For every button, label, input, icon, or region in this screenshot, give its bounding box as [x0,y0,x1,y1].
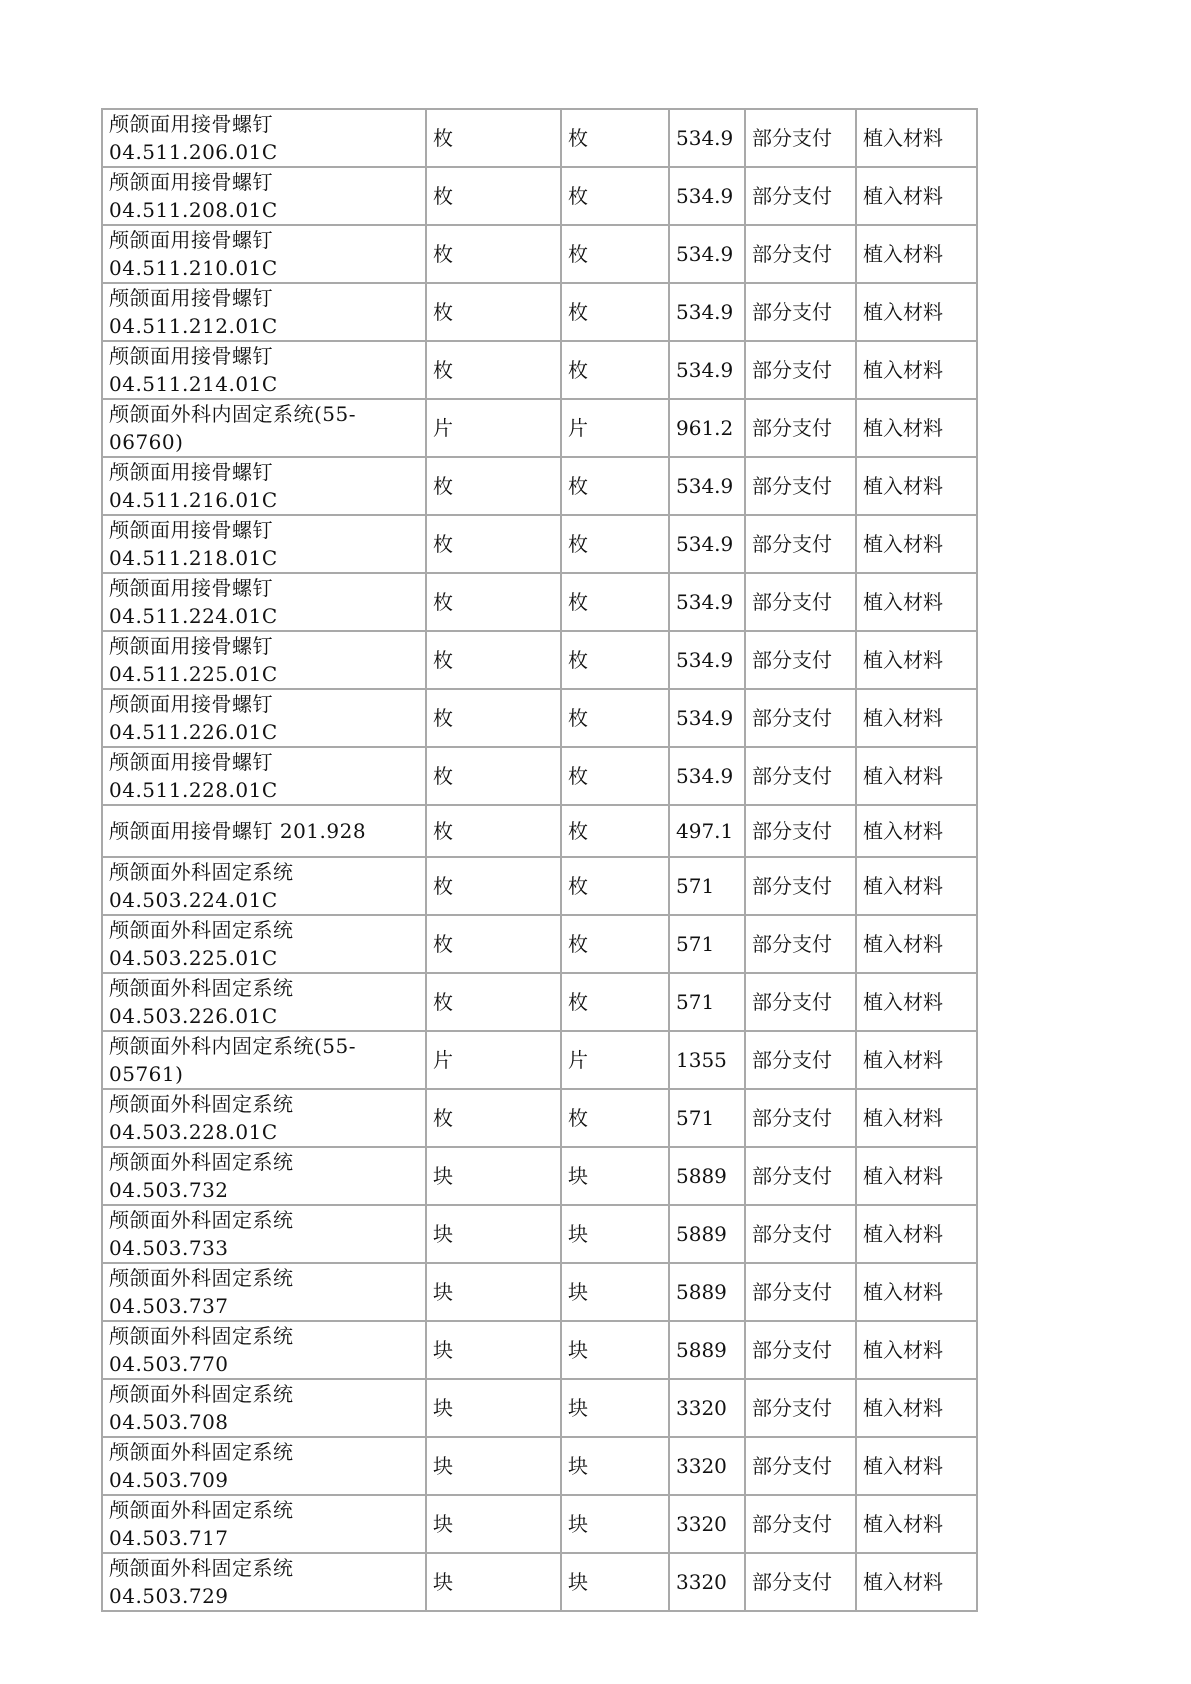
unit-cell: 枚 [426,515,561,573]
table-row [102,1147,977,1205]
table-row [102,1553,977,1611]
price-cell: 534.9 [669,515,745,573]
price-cell: 5889 [669,1147,745,1205]
category-cell: 植入材料 [856,1495,977,1553]
item-name-cell [102,747,426,805]
payment-type-cell: 部分支付 [745,515,856,573]
unit-cell-secondary: 块 [561,1379,669,1437]
item-code-line: 04.503.225.01C [109,946,278,970]
item-name-line: 颅颌面用接骨螺钉 [109,576,273,600]
unit-cell-secondary: 块 [561,1553,669,1611]
price-cell: 534.9 [669,283,745,341]
item-name-line: 颅颌面外科固定系统 [109,1092,294,1116]
item-name-line: 颅颌面外科固定系统 [109,1382,294,1406]
unit-cell-secondary: 块 [561,1263,669,1321]
payment-type-cell: 部分支付 [745,109,856,167]
table-row [102,573,977,631]
item-name-line: 颅颌面用接骨螺钉 [109,228,273,252]
item-name-cell [102,805,426,857]
category-cell: 植入材料 [856,515,977,573]
category-cell: 植入材料 [856,225,977,283]
item-name-cell [102,1321,426,1379]
table-row [102,747,977,805]
item-name-cell [102,1553,426,1611]
price-cell: 5889 [669,1205,745,1263]
item-name-line: 颅颌面用接骨螺钉 [109,518,273,542]
unit-cell: 枚 [426,573,561,631]
unit-cell-secondary: 块 [561,1321,669,1379]
unit-cell-secondary: 枚 [561,225,669,283]
price-cell: 534.9 [669,573,745,631]
table-row [102,631,977,689]
price-cell: 571 [669,915,745,973]
unit-cell: 块 [426,1553,561,1611]
price-cell: 571 [669,973,745,1031]
unit-cell: 枚 [426,283,561,341]
price-cell: 571 [669,1089,745,1147]
item-code-line: 04.503.717 [109,1526,229,1550]
category-cell: 植入材料 [856,573,977,631]
item-code-line: 04.511.226.01C [109,720,278,744]
category-cell: 植入材料 [856,1089,977,1147]
price-cell: 3320 [669,1379,745,1437]
payment-type-cell: 部分支付 [745,341,856,399]
item-code-line: 04.503.228.01C [109,1120,278,1144]
item-code-line: 04.503.732 [109,1178,229,1202]
table-row [102,399,977,457]
unit-cell-secondary: 枚 [561,973,669,1031]
payment-type-cell: 部分支付 [745,1147,856,1205]
category-cell: 植入材料 [856,1321,977,1379]
item-code-line: 04.511.228.01C [109,778,278,802]
item-name-line: 颅颌面外科固定系统 [109,1324,294,1348]
category-cell: 植入材料 [856,341,977,399]
item-code-line: 04.503.226.01C [109,1004,278,1028]
payment-type-cell: 部分支付 [745,1553,856,1611]
price-cell: 5889 [669,1321,745,1379]
unit-cell: 枚 [426,225,561,283]
category-cell: 植入材料 [856,457,977,515]
payment-type-cell: 部分支付 [745,805,856,857]
price-cell: 3320 [669,1437,745,1495]
table-row [102,1205,977,1263]
item-name-line: 颅颌面外科固定系统 [109,918,294,942]
item-name-cell [102,1495,426,1553]
item-name-line: 颅颌面用接骨螺钉 [109,692,273,716]
item-name-line: 颅颌面用接骨螺钉 [109,460,273,484]
item-name-line: 颅颌面外科内固定系统(55- [109,1034,357,1058]
category-cell: 植入材料 [856,747,977,805]
price-cell: 571 [669,857,745,915]
price-cell: 1355 [669,1031,745,1089]
table-row [102,805,977,857]
category-cell: 植入材料 [856,1147,977,1205]
unit-cell-secondary: 块 [561,1147,669,1205]
table-row [102,167,977,225]
item-name-cell [102,283,426,341]
category-cell: 植入材料 [856,857,977,915]
item-name-cell [102,1147,426,1205]
unit-cell-secondary: 块 [561,1205,669,1263]
unit-cell: 枚 [426,915,561,973]
category-cell: 植入材料 [856,689,977,747]
table-row [102,457,977,515]
price-cell: 961.2 [669,399,745,457]
item-name-cell [102,457,426,515]
item-name-cell [102,341,426,399]
item-name-line: 颅颌面用接骨螺钉 [109,750,273,774]
payment-type-cell: 部分支付 [745,1437,856,1495]
payment-type-cell: 部分支付 [745,167,856,225]
item-code-line: 05761) [109,1062,184,1086]
unit-cell-secondary: 枚 [561,341,669,399]
unit-cell-secondary: 枚 [561,631,669,689]
unit-cell-secondary: 枚 [561,283,669,341]
price-cell: 534.9 [669,747,745,805]
item-code-line: 04.511.225.01C [109,662,278,686]
unit-cell: 片 [426,399,561,457]
item-name-cell [102,1089,426,1147]
table-row [102,1263,977,1321]
unit-cell: 枚 [426,631,561,689]
category-cell: 植入材料 [856,1379,977,1437]
payment-type-cell: 部分支付 [745,1031,856,1089]
unit-cell-secondary: 枚 [561,857,669,915]
unit-cell-secondary: 枚 [561,167,669,225]
item-name-cell [102,573,426,631]
item-code-line: 04.511.218.01C [109,546,278,570]
item-name-line: 颅颌面用接骨螺钉 [109,170,273,194]
item-name-line: 颅颌面外科固定系统 [109,976,294,1000]
unit-cell: 枚 [426,973,561,1031]
price-cell: 3320 [669,1553,745,1611]
item-code-line: 04.511.214.01C [109,372,278,396]
item-code-line: 04.503.709 [109,1468,229,1492]
item-name-cell [102,225,426,283]
unit-cell: 块 [426,1147,561,1205]
payment-type-cell: 部分支付 [745,1263,856,1321]
payment-type-cell: 部分支付 [745,1205,856,1263]
category-cell: 植入材料 [856,167,977,225]
table-row [102,515,977,573]
unit-cell: 块 [426,1495,561,1553]
unit-cell: 块 [426,1437,561,1495]
unit-cell: 块 [426,1379,561,1437]
price-cell: 534.9 [669,457,745,515]
table-row [102,857,977,915]
category-cell: 植入材料 [856,283,977,341]
unit-cell-secondary: 枚 [561,689,669,747]
table-row [102,1089,977,1147]
item-name-line: 颅颌面外科固定系统 [109,1266,294,1290]
unit-cell-secondary: 枚 [561,747,669,805]
unit-cell: 枚 [426,167,561,225]
price-cell: 5889 [669,1263,745,1321]
item-code-line: 04.511.206.01C [109,140,278,164]
unit-cell: 枚 [426,341,561,399]
payment-type-cell: 部分支付 [745,973,856,1031]
unit-cell: 枚 [426,747,561,805]
table-row [102,1321,977,1379]
table-row [102,1495,977,1553]
item-name-line: 颅颌面用接骨螺钉 [109,112,273,136]
unit-cell: 枚 [426,1089,561,1147]
payment-type-cell: 部分支付 [745,689,856,747]
unit-cell-secondary: 枚 [561,457,669,515]
unit-cell: 枚 [426,109,561,167]
item-code-line: 04.503.708 [109,1410,229,1434]
unit-cell: 块 [426,1321,561,1379]
item-code-line: 04.511.216.01C [109,488,278,512]
category-cell: 植入材料 [856,973,977,1031]
item-name-cell [102,1379,426,1437]
item-name-line: 颅颌面外科固定系统 [109,1208,294,1232]
payment-type-cell: 部分支付 [745,573,856,631]
item-code-line: 06760) [109,430,184,454]
payment-type-cell: 部分支付 [745,631,856,689]
item-code-line: 04.511.212.01C [109,314,278,338]
item-name-line: 颅颌面外科固定系统 [109,1498,294,1522]
item-name-cell [102,973,426,1031]
item-code-line: 04.503.729 [109,1584,229,1608]
payment-type-cell: 部分支付 [745,915,856,973]
item-name-cell [102,109,426,167]
item-name-line: 颅颌面外科固定系统 [109,860,294,884]
item-name-cell [102,1437,426,1495]
payment-type-cell: 部分支付 [745,283,856,341]
unit-cell-secondary: 枚 [561,805,669,857]
category-cell: 植入材料 [856,631,977,689]
table-row [102,973,977,1031]
unit-cell-secondary: 枚 [561,1089,669,1147]
category-cell: 植入材料 [856,399,977,457]
payment-type-cell: 部分支付 [745,857,856,915]
unit-cell-secondary: 枚 [561,573,669,631]
item-name-line: 颅颌面用接骨螺钉 [109,344,273,368]
price-table [101,108,978,1612]
item-name-cell [102,857,426,915]
unit-cell: 片 [426,1031,561,1089]
unit-cell: 枚 [426,457,561,515]
table-row [102,689,977,747]
category-cell: 植入材料 [856,1553,977,1611]
price-cell: 534.9 [669,631,745,689]
price-cell: 534.9 [669,109,745,167]
item-name-line: 颅颌面用接骨螺钉 201.928 [109,819,367,843]
price-cell: 534.9 [669,341,745,399]
category-cell: 植入材料 [856,1031,977,1089]
payment-type-cell: 部分支付 [745,399,856,457]
item-code-line: 04.503.733 [109,1236,229,1260]
payment-type-cell: 部分支付 [745,747,856,805]
table-row [102,341,977,399]
category-cell: 植入材料 [856,1437,977,1495]
item-name-cell [102,167,426,225]
unit-cell: 枚 [426,857,561,915]
category-cell: 植入材料 [856,1205,977,1263]
item-code-line: 04.511.210.01C [109,256,278,280]
item-name-line: 颅颌面外科内固定系统(55- [109,402,357,426]
unit-cell-secondary: 块 [561,1437,669,1495]
item-code-line: 04.511.224.01C [109,604,278,628]
item-name-line: 颅颌面用接骨螺钉 [109,286,273,310]
item-name-cell [102,915,426,973]
item-code-line: 04.503.737 [109,1294,229,1318]
unit-cell-secondary: 枚 [561,915,669,973]
item-code-line: 04.511.208.01C [109,198,278,222]
table-row [102,1031,977,1089]
unit-cell-secondary: 块 [561,1495,669,1553]
table-row [102,283,977,341]
category-cell: 植入材料 [856,915,977,973]
item-name-line: 颅颌面外科固定系统 [109,1440,294,1464]
payment-type-cell: 部分支付 [745,1321,856,1379]
item-name-cell [102,399,426,457]
item-name-line: 颅颌面外科固定系统 [109,1150,294,1174]
item-name-cell [102,631,426,689]
item-name-line: 颅颌面用接骨螺钉 [109,634,273,658]
item-name-cell [102,689,426,747]
item-name-cell [102,515,426,573]
price-cell: 497.1 [669,805,745,857]
category-cell: 植入材料 [856,805,977,857]
unit-cell: 块 [426,1205,561,1263]
table-row [102,1379,977,1437]
table-row [102,1437,977,1495]
item-name-line: 颅颌面外科固定系统 [109,1556,294,1580]
unit-cell: 块 [426,1263,561,1321]
unit-cell-secondary: 枚 [561,109,669,167]
table-body [102,109,977,1611]
payment-type-cell: 部分支付 [745,225,856,283]
unit-cell-secondary: 枚 [561,515,669,573]
item-name-cell [102,1263,426,1321]
price-cell: 3320 [669,1495,745,1553]
table-row [102,109,977,167]
price-cell: 534.9 [669,689,745,747]
payment-type-cell: 部分支付 [745,457,856,515]
payment-type-cell: 部分支付 [745,1379,856,1437]
price-cell: 534.9 [669,167,745,225]
table-row [102,225,977,283]
item-code-line: 04.503.224.01C [109,888,278,912]
item-code-line: 04.503.770 [109,1352,229,1376]
payment-type-cell: 部分支付 [745,1089,856,1147]
unit-cell-secondary: 片 [561,1031,669,1089]
unit-cell: 枚 [426,689,561,747]
unit-cell: 枚 [426,805,561,857]
item-name-cell [102,1205,426,1263]
category-cell: 植入材料 [856,109,977,167]
payment-type-cell: 部分支付 [745,1495,856,1553]
category-cell: 植入材料 [856,1263,977,1321]
item-name-cell [102,1031,426,1089]
unit-cell-secondary: 片 [561,399,669,457]
price-cell: 534.9 [669,225,745,283]
table-row [102,915,977,973]
